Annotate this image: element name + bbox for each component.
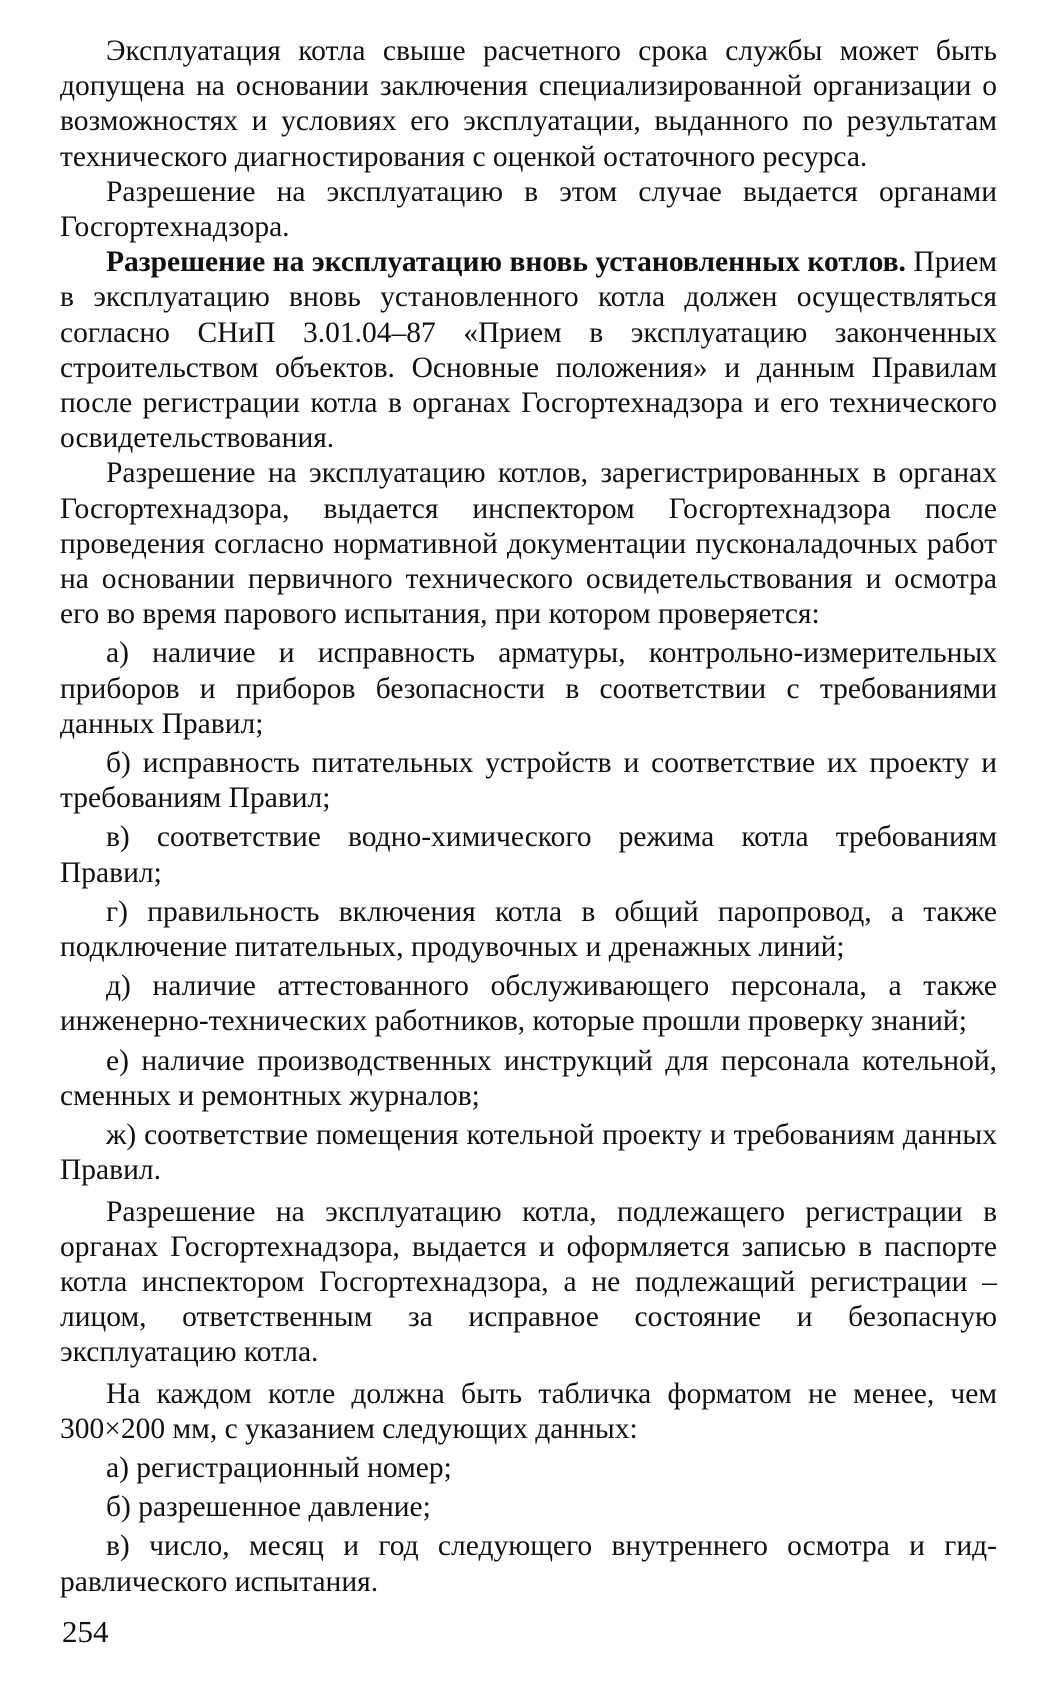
paragraph-permit-issuer: Разрешение на эксплуатацию в этом случае выдается органами Госгортехнадзора. [60,175,997,244]
section-new-boilers [60,245,997,456]
page-number: 254 [62,1614,109,1649]
paragraph-plate-requirements: На каждом котле должна быть табличка форматом не менее, чем 300×200 мм, с указанием следующих данных: [60,1377,997,1445]
checklist-item: в) соответствие водно-химического режима котла требованиям Правил; [60,821,997,889]
paragraph-inspection-intro: Разрешение на эксплуатацию котлов, зарегистрированных в органах Госгортехнадзора, выдается инспектором Госгортехнадзора после проведения согласно нормативной документации пусконаладочных работ на основании первичного технического освидетельствования и осмотра его во время парового испытания, при котором проверяется: [60,457,997,631]
plate-item: в) число, месяц и год следующего внутреннего осмотра и гидравлического испытания. [60,1530,997,1598]
section-heading: Разрешение на эксплуатацию вновь установленных котлов. [106,246,906,279]
checklist-item: д) наличие аттестованного обслуживающего персонала, а также инженерно-технических работников, которые прошли проверку знаний; [60,970,997,1038]
checklist-item: г) правильность включения котла в общий паропровод, а также подключение питательных, продувочных и дренажных линий; [60,895,997,964]
plate-item: а) регистрационный номер; [106,1451,452,1484]
checklist-item: б) исправность питательных устройств и соответствие их проекту и требованиям Правил; [60,747,997,815]
checklist-item: а) наличие и исправность арматуры, контрольно-измерительных приборов и приборов безопасности в соответствии с требованиями данных Правил; [60,637,997,740]
document-page [60,34,997,1600]
paragraph-permit-registration: Разрешение на эксплуатацию котла, подлежащего регистрации в органах Госгортехнадзора, выдается и оформляется записью в паспорте котла инспектором Госгортехнадзора, а не подлежащий регистрации – лицом, ответственным за исправное состояние и безопасную эксплуатацию котла. [60,1195,997,1369]
plate-item: б) разрешенное давление; [106,1491,431,1524]
checklist-item: е) наличие производственных инструкций для персонала котельной, сменных и ремонтных журналов; [60,1044,997,1112]
paragraph-service-life: Эксплуатация котла свыше расчетного срока службы может быть допущена на основании заключения специализированной организации о возможностях и условиях его эксплуатации, выданного по результатам технического диагностирования с оценкой остаточного ресурса. [60,35,997,173]
section-heading-body: Прием в эксплуатацию вновь установленного котла должен осуществляться согласно СНиП 3.01.04–87 «Прием в эксплуатацию законченных строительством объектов. Основные положения» и данным Правилам после регистрации котла в органах Госгортехнадзора и его технического освидетельствования. [60,246,997,455]
checklist-item: ж) соответствие помещения котельной проекту и требованиям данных Правил. [60,1119,997,1187]
